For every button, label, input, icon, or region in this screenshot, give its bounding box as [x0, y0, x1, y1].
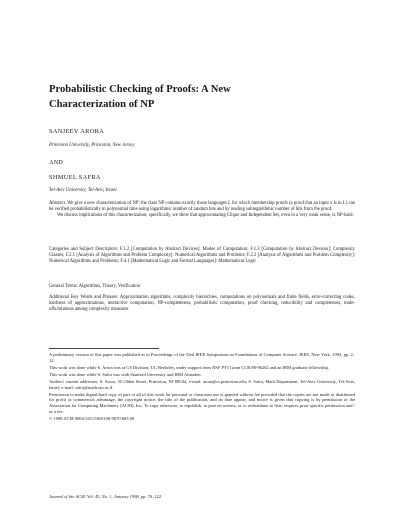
footnote-rule — [49, 348, 159, 349]
author-affiliation-2: Tel-Aviv University, Tel-Aviv, Israel — [49, 188, 117, 193]
title-line-1: Probabilistic Checking of Proofs: A New — [49, 84, 231, 95]
footnote-arora-support: This work was done while S. Arora was at CS Division, UC Berkeley, under support from NSF PYI Grant CCR 88-96202 and an IBM graduate fellowship. — [49, 364, 330, 370]
key-words-text: Additional Key Words and Phrases: Approximation algorithms, complexity hierarchies, computations on polynomials and finite fields, error-correcting codes, hardness of approximations, interactive computation, NP-completeness, probabilistic computation, proof checking, reducibility and completeness, trade-offs/relations among complexity measures — [49, 295, 355, 313]
abstract-paragraph-1: Abstract. We give a new characterization of NP: the class NP contains exactly those languages L for which membership proofs (a proof that an input x is in L) can be verified probabilistically in polynomial time using logarithmic number of random bits and by reading sublogarithmic number of bits from the proof. — [49, 201, 355, 213]
paper-title — [49, 82, 369, 112]
title-line-2: Characterization of NP — [49, 99, 155, 110]
footnote-safra-support: This work was done while S. Safra was with Stanford University and IBM Almaden. — [49, 371, 202, 377]
footnotes — [49, 352, 355, 423]
general-terms — [49, 284, 355, 290]
footnote-copyright: © 1998 ACM 0004-5411/98/0100-0070 $05.00 — [49, 415, 135, 421]
footnote-addresses: Authors' current addresses: S. Arora, 35 Olden Street, Princeton, NJ 08544, e-mail: arora@cs.princeton.edu; S. Safra, Math Department, Tel-Aviv University, Tel-Aviv, Israel, e-mail: safra@math.tau.ac.il. — [49, 378, 355, 390]
abstract — [49, 201, 355, 220]
general-terms-text: General Terms: Algorithms, Theory, Verification — [49, 284, 141, 289]
journal-reference: Journal of the ACM, Vol. 45, No. 1, January 1998, pp. 70–122. — [49, 494, 163, 499]
author-name-1: SANJEEV ARORA — [49, 128, 105, 135]
subject-descriptors — [49, 247, 355, 266]
and-separator: AND — [49, 159, 63, 166]
categories-text: Categories and Subject Descriptors: F.1.2 [Computation by Abstract Devices]: Modes of Computation; F.1.3 [Computation by Abstract Devices]: Complexity Classes; F.2.1 [Analysis of Algorithms and Problem Complexity]: Numerical Algorithms and Problems; F.2.2 [Analysis of Algorithms and Problem Complexity]: Numerical Algorithms and Problems; F.4.1 [Mathematical Logic and Formal Languages]: Mathematical Logic — [49, 247, 355, 265]
author-name-2: SHMUEL SAFRA — [49, 174, 101, 181]
author-affiliation-1: Princeton University, Princeton, New Jersey — [49, 143, 135, 148]
key-words — [49, 295, 355, 314]
footnote-permission: Permission to make digital/hard copy of part or all of this work for personal or classroom use is granted without fee provided that the copies are not made or distributed for profit or commercial advantage, the copyright notice, the title of the publication, and its date appear, and notice is given that copying is by permission of the Association for Computing Machinery (ACM), Inc. To copy otherwise, to republish, to post on servers, or to redistribute to lists, requires prior specific permission and / or a fee. — [49, 391, 355, 414]
abstract-paragraph-2: We discuss implications of this characterization; specifically, we show that approximating Clique and Independent Set, even in a very weak sense, is NP-hard. — [57, 213, 354, 219]
footnote-preliminary: A preliminary version of this paper was published as in Proceedings of the 33rd IEEE Symposium on Foundations of Computer Science. IEEE, New York, 1992, pp. 2–12. — [49, 352, 355, 363]
